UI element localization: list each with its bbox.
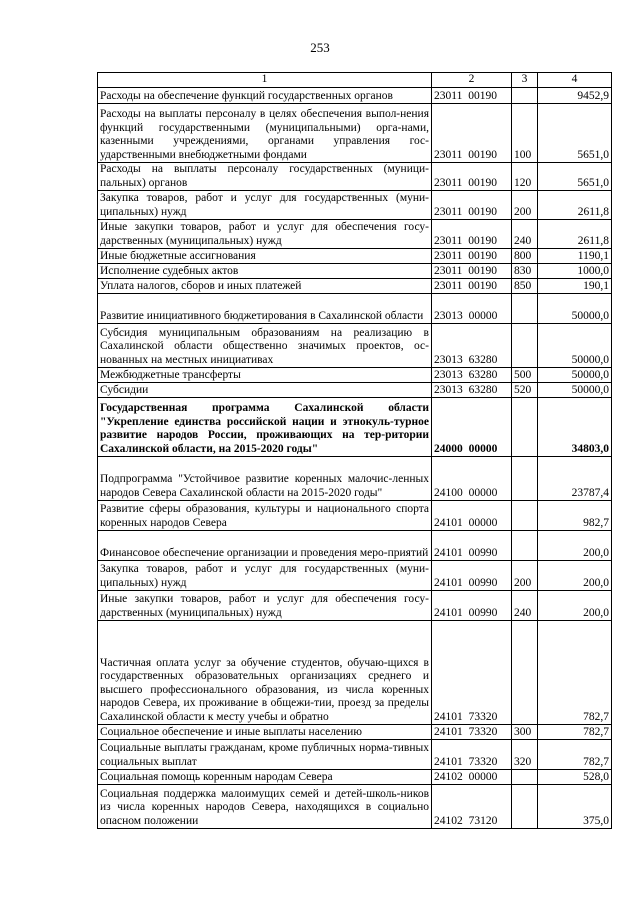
row-amount-cell: 2611,8: [538, 220, 612, 249]
row-amount-cell: 982,7: [538, 501, 612, 531]
row-code-cell: 23013 63280: [432, 368, 512, 383]
table-row: [98, 457, 612, 501]
row-type-cell: 200: [512, 561, 538, 591]
row-name-cell: Уплата налогов, сборов и иных платежей: [98, 279, 432, 294]
row-type-cell: 240: [512, 591, 538, 621]
row-amount-cell: 528,0: [538, 770, 612, 785]
row-name-cell: Частичная оплата услуг за обучение студентов, обучаю-щихся в государственных образовательных организациях среднего и высшего профессионального образования, из числа коренных народов Севера, их проживание в общежи-тии, проезд за пределы Сахалинской области к месту учебы и обратно: [98, 621, 432, 725]
row-type-cell: 200: [512, 191, 538, 220]
row-name-cell: Социальная помощь коренным народам Севера: [98, 770, 432, 785]
table-header-row: [98, 73, 612, 88]
row-code-cell: 23011 00190: [432, 191, 512, 220]
row-code-cell: 24101 00990: [432, 531, 512, 561]
column-header-name: 1: [98, 73, 432, 88]
row-code-cell: 24100 00000: [432, 457, 512, 501]
row-type-cell: 800: [512, 249, 538, 264]
table-row: [98, 324, 612, 368]
row-amount-cell: 2611,8: [538, 191, 612, 220]
row-name-cell: Иные закупки товаров, работ и услуг для обеспечения госу-дарственных (муниципальных) нужд: [98, 591, 432, 621]
table-row: [98, 383, 612, 398]
row-amount-cell: 50000,0: [538, 294, 612, 324]
row-code-cell: 24101 73320: [432, 621, 512, 725]
row-name-cell: Социальная поддержка малоимущих семей и детей-школь-ников из числа коренных народов Севера, находящихся в социально опасном положении: [98, 785, 432, 829]
row-amount-cell: 200,0: [538, 561, 612, 591]
row-name-cell: Исполнение судебных актов: [98, 264, 432, 279]
table-row: [98, 770, 612, 785]
row-type-cell: [512, 621, 538, 725]
row-type-cell: 240: [512, 220, 538, 249]
row-code-cell: 23013 63280: [432, 324, 512, 368]
table-row: [98, 725, 612, 740]
row-type-cell: 300: [512, 725, 538, 740]
table-row: [98, 621, 612, 725]
row-code-cell: 24000 00000: [432, 398, 512, 457]
row-amount-cell: 782,7: [538, 740, 612, 770]
row-amount-cell: 1000,0: [538, 264, 612, 279]
table-row: [98, 104, 612, 163]
row-code-cell: 24101 00990: [432, 591, 512, 621]
row-amount-cell: 1190,1: [538, 249, 612, 264]
table-row: [98, 191, 612, 220]
row-amount-cell: 375,0: [538, 785, 612, 829]
row-type-cell: [512, 531, 538, 561]
row-name-cell: Расходы на выплаты персоналу в целях обеспечения выпол-нения функций государственными (муниципальными) орга-нами, казенными учреждениями, органами управления гос-ударственными внебюджетными фондами: [98, 104, 432, 163]
table-row: [98, 785, 612, 829]
row-type-cell: 320: [512, 740, 538, 770]
table-row: [98, 88, 612, 104]
row-amount-cell: 50000,0: [538, 383, 612, 398]
row-code-cell: 23011 00190: [432, 88, 512, 104]
row-name-cell: Закупка товаров, работ и услуг для государственных (муни-ципальных) нужд: [98, 561, 432, 591]
row-name-cell: Расходы на обеспечение функций государственных органов: [98, 88, 432, 104]
row-name-cell: Финансовое обеспечение организации и проведения меро-приятий: [98, 531, 432, 561]
table-row: [98, 249, 612, 264]
row-type-cell: [512, 501, 538, 531]
row-code-cell: 24101 00990: [432, 561, 512, 591]
row-type-cell: [512, 785, 538, 829]
row-code-cell: 24101 73320: [432, 725, 512, 740]
row-type-cell: 120: [512, 163, 538, 191]
table-row: [98, 531, 612, 561]
row-code-cell: 23011 00190: [432, 279, 512, 294]
row-name-cell: Государственная программа Сахалинской области "Укрепление единства российской нации и этнокуль-турное развитие народов России, проживающих на тер-ритории Сахалинской области, на 2015-2020 годы": [98, 398, 432, 457]
row-type-cell: 520: [512, 383, 538, 398]
row-name-cell: Подпрограмма "Устойчивое развитие коренных малочис-ленных народов Севера Сахалинской области на 2015-2020 годы": [98, 457, 432, 501]
row-amount-cell: 190,1: [538, 279, 612, 294]
row-name-cell: Расходы на выплаты персоналу государственных (муници-пальных) органов: [98, 163, 432, 191]
row-code-cell: 23013 00000: [432, 294, 512, 324]
row-type-cell: 830: [512, 264, 538, 279]
row-amount-cell: 50000,0: [538, 324, 612, 368]
row-type-cell: [512, 294, 538, 324]
column-header-type: 3: [512, 73, 538, 88]
column-header-amount: 4: [538, 73, 612, 88]
row-type-cell: [512, 88, 538, 104]
row-code-cell: 23011 00190: [432, 163, 512, 191]
row-amount-cell: 50000,0: [538, 368, 612, 383]
row-type-cell: 100: [512, 104, 538, 163]
table-row: [98, 740, 612, 770]
column-header-code: 2: [432, 73, 512, 88]
table-row: [98, 501, 612, 531]
row-amount-cell: 200,0: [538, 531, 612, 561]
row-code-cell: 24101 73320: [432, 740, 512, 770]
row-amount-cell: 782,7: [538, 621, 612, 725]
row-amount-cell: 5651,0: [538, 163, 612, 191]
row-code-cell: 23013 63280: [432, 383, 512, 398]
row-name-cell: Субсидии: [98, 383, 432, 398]
row-code-cell: 23011 00190: [432, 220, 512, 249]
table-row: [98, 279, 612, 294]
table-row: [98, 561, 612, 591]
row-name-cell: Закупка товаров, работ и услуг для государственных (муни-ципальных) нужд: [98, 191, 432, 220]
row-type-cell: [512, 398, 538, 457]
table-row: [98, 220, 612, 249]
row-type-cell: [512, 770, 538, 785]
row-name-cell: Межбюджетные трансферты: [98, 368, 432, 383]
row-name-cell: Субсидия муниципальным образованиям на реализацию в Сахалинской области общественно значимых проектов, ос-нованных на местных инициативах: [98, 324, 432, 368]
table-row: [98, 264, 612, 279]
row-type-cell: 850: [512, 279, 538, 294]
row-name-cell: Социальные выплаты гражданам, кроме публичных норма-тивных социальных выплат: [98, 740, 432, 770]
table-row: [98, 398, 612, 457]
table-row: [98, 163, 612, 191]
budget-table: [97, 72, 612, 829]
row-name-cell: Иные закупки товаров, работ и услуг для обеспечения госу-дарственных (муниципальных) нужд: [98, 220, 432, 249]
row-name-cell: Иные бюджетные ассигнования: [98, 249, 432, 264]
row-amount-cell: 782,7: [538, 725, 612, 740]
row-type-cell: [512, 324, 538, 368]
row-name-cell: Социальное обеспечение и иные выплаты населению: [98, 725, 432, 740]
table-row: [98, 368, 612, 383]
row-code-cell: 23011 00190: [432, 249, 512, 264]
row-code-cell: 24102 00000: [432, 770, 512, 785]
row-amount-cell: 9452,9: [538, 88, 612, 104]
row-type-cell: [512, 457, 538, 501]
table-row: [98, 294, 612, 324]
row-amount-cell: 23787,4: [538, 457, 612, 501]
row-amount-cell: 34803,0: [538, 398, 612, 457]
table-row: [98, 591, 612, 621]
row-code-cell: 23011 00190: [432, 104, 512, 163]
row-name-cell: Развитие инициативного бюджетирования в Сахалинской области: [98, 294, 432, 324]
page-number: 253: [310, 40, 330, 55]
row-amount-cell: 200,0: [538, 591, 612, 621]
row-amount-cell: 5651,0: [538, 104, 612, 163]
row-type-cell: 500: [512, 368, 538, 383]
row-name-cell: Развитие сферы образования, культуры и национального спорта коренных народов Севера: [98, 501, 432, 531]
row-code-cell: 24101 00000: [432, 501, 512, 531]
row-code-cell: 24102 73120: [432, 785, 512, 829]
row-code-cell: 23011 00190: [432, 264, 512, 279]
